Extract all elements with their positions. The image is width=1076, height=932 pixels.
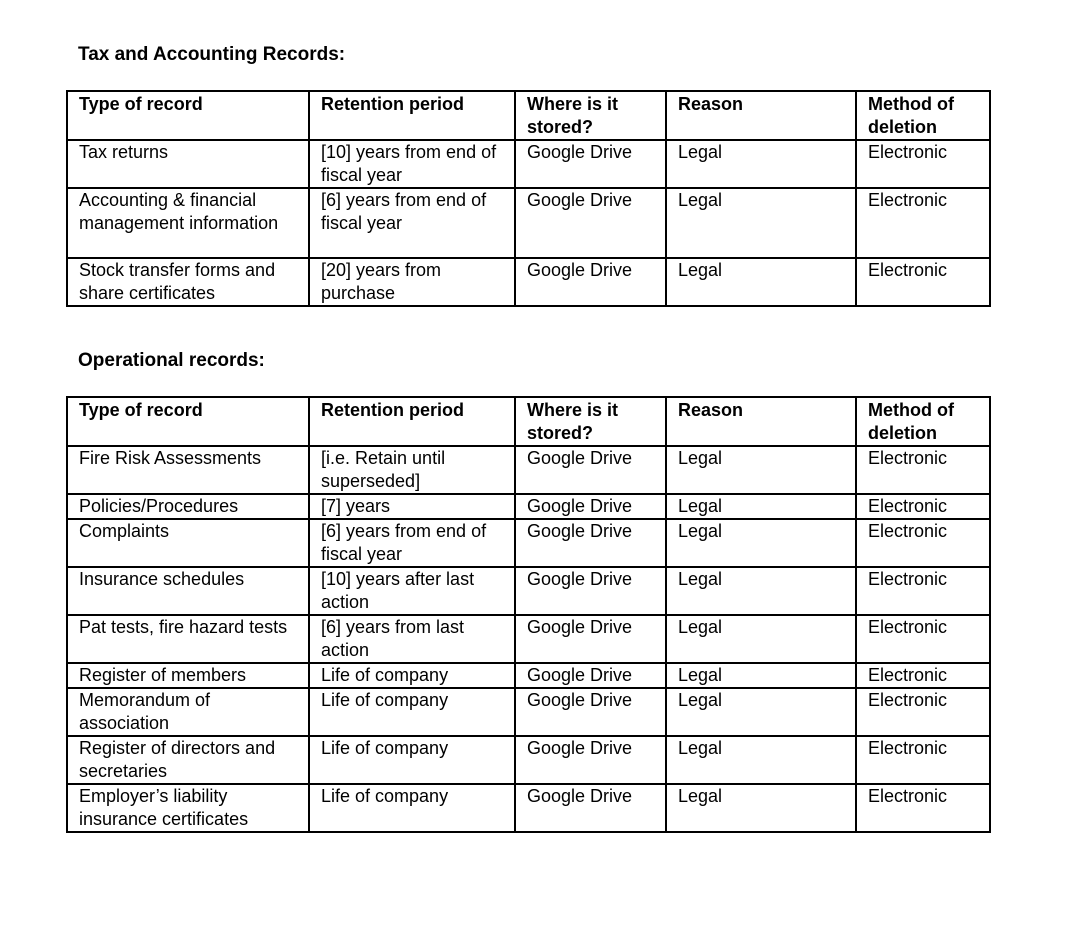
cell-reason: Legal xyxy=(666,446,856,494)
cell-reason: Legal xyxy=(666,688,856,736)
cell-retention: [10] years from end of fiscal year xyxy=(309,140,515,188)
cell-method: Electronic xyxy=(856,519,990,567)
cell-retention: [7] years xyxy=(309,494,515,519)
cell-method: Electronic xyxy=(856,663,990,688)
cell-reason: Legal xyxy=(666,784,856,832)
cell-retention: [i.e. Retain until superseded] xyxy=(309,446,515,494)
header-type-of-record: Type of record xyxy=(67,397,309,446)
cell-retention: Life of company xyxy=(309,663,515,688)
table-row xyxy=(67,615,990,663)
cell-where: Google Drive xyxy=(515,446,666,494)
cell-type: Fire Risk Assessments xyxy=(67,446,309,494)
cell-where: Google Drive xyxy=(515,258,666,306)
cell-reason: Legal xyxy=(666,140,856,188)
header-reason: Reason xyxy=(666,91,856,140)
table-row xyxy=(67,188,990,258)
cell-where: Google Drive xyxy=(515,519,666,567)
cell-reason: Legal xyxy=(666,567,856,615)
cell-type: Register of directors and secretaries xyxy=(67,736,309,784)
table-header-row xyxy=(67,91,990,140)
cell-retention: Life of company xyxy=(309,736,515,784)
cell-method: Electronic xyxy=(856,688,990,736)
table-row xyxy=(67,567,990,615)
cell-where: Google Drive xyxy=(515,567,666,615)
cell-reason: Legal xyxy=(666,494,856,519)
header-type-of-record: Type of record xyxy=(67,91,309,140)
cell-method: Electronic xyxy=(856,446,990,494)
cell-method: Electronic xyxy=(856,258,990,306)
cell-type: Memorandum of association xyxy=(67,688,309,736)
cell-type: Accounting & financial management information xyxy=(67,188,309,258)
cell-retention: [20] years from purchase xyxy=(309,258,515,306)
tax-records-table xyxy=(66,90,991,307)
cell-method: Electronic xyxy=(856,615,990,663)
cell-where: Google Drive xyxy=(515,494,666,519)
table-row xyxy=(67,519,990,567)
cell-retention: [10] years after last action xyxy=(309,567,515,615)
cell-retention: [6] years from end of fiscal year xyxy=(309,188,515,258)
cell-type: Stock transfer forms and share certificates xyxy=(67,258,309,306)
header-method-of-deletion: Method of deletion xyxy=(856,397,990,446)
cell-retention: Life of company xyxy=(309,784,515,832)
cell-method: Electronic xyxy=(856,494,990,519)
header-retention-period: Retention period xyxy=(309,91,515,140)
cell-where: Google Drive xyxy=(515,188,666,258)
cell-type: Policies/Procedures xyxy=(67,494,309,519)
cell-reason: Legal xyxy=(666,615,856,663)
operational-section-title: Operational records: xyxy=(78,350,265,371)
cell-where: Google Drive xyxy=(515,615,666,663)
cell-retention: [6] years from end of fiscal year xyxy=(309,519,515,567)
cell-reason: Legal xyxy=(666,188,856,258)
table-header-row xyxy=(67,397,990,446)
cell-reason: Legal xyxy=(666,258,856,306)
cell-type: Insurance schedules xyxy=(67,567,309,615)
cell-reason: Legal xyxy=(666,736,856,784)
cell-method: Electronic xyxy=(856,784,990,832)
table-row xyxy=(67,494,990,519)
cell-where: Google Drive xyxy=(515,688,666,736)
cell-reason: Legal xyxy=(666,519,856,567)
table-row xyxy=(67,446,990,494)
cell-method: Electronic xyxy=(856,140,990,188)
table-row xyxy=(67,258,990,306)
cell-where: Google Drive xyxy=(515,784,666,832)
tax-section-title: Tax and Accounting Records: xyxy=(78,44,346,65)
cell-retention: Life of company xyxy=(309,688,515,736)
cell-method: Electronic xyxy=(856,736,990,784)
cell-where: Google Drive xyxy=(515,736,666,784)
cell-method: Electronic xyxy=(856,188,990,258)
table-row xyxy=(67,140,990,188)
cell-where: Google Drive xyxy=(515,140,666,188)
header-where-stored: Where is it stored? xyxy=(515,91,666,140)
cell-method: Electronic xyxy=(856,567,990,615)
header-where-stored: Where is it stored? xyxy=(515,397,666,446)
table-row xyxy=(67,736,990,784)
cell-type: Register of members xyxy=(67,663,309,688)
cell-reason: Legal xyxy=(666,663,856,688)
cell-retention: [6] years from last action xyxy=(309,615,515,663)
cell-type: Tax returns xyxy=(67,140,309,188)
cell-type: Complaints xyxy=(67,519,309,567)
header-reason: Reason xyxy=(666,397,856,446)
cell-type: Pat tests, fire hazard tests xyxy=(67,615,309,663)
table-row xyxy=(67,784,990,832)
header-method-of-deletion: Method of deletion xyxy=(856,91,990,140)
table-row xyxy=(67,663,990,688)
operational-records-table xyxy=(66,396,991,833)
cell-where: Google Drive xyxy=(515,663,666,688)
cell-type: Employer’s liability insurance certificates xyxy=(67,784,309,832)
header-retention-period: Retention period xyxy=(309,397,515,446)
table-row xyxy=(67,688,990,736)
